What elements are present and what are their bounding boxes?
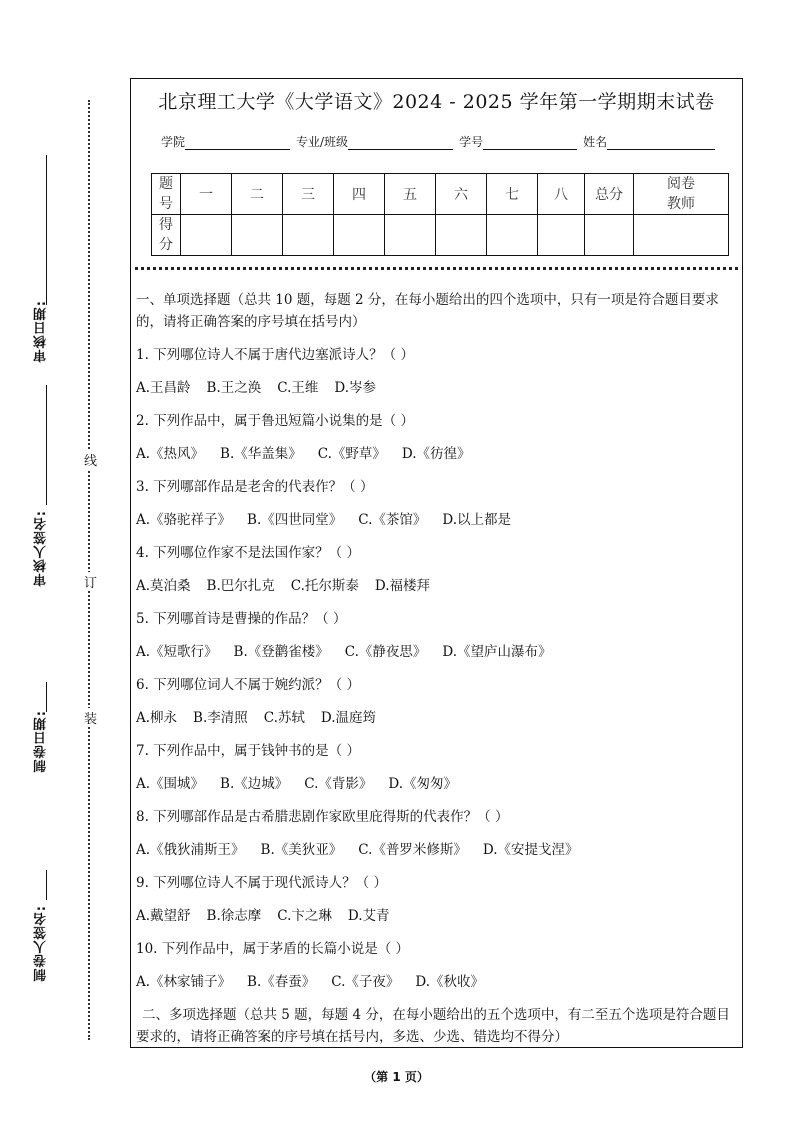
option-choice: B.《春蚕》 [247,974,316,990]
option-choice: B.《四世同堂》 [247,512,343,528]
question-text: 9. 下列哪位诗人不属于现代派诗人？（ ） [136,875,387,891]
score-cell[interactable] [283,215,334,256]
score-cell[interactable] [487,215,538,256]
question-options [136,575,736,597]
paper-maker-signature-label: 制卷人签名: [34,905,49,982]
score-col-5: 五 [385,174,436,215]
binding-margin [0,0,128,1122]
paper-maker-signature-line [46,870,47,900]
paper-date-label: 制卷日期: [34,710,49,773]
question-options [136,839,736,861]
option-choice: A.王昌龄 [136,380,191,396]
score-col-8: 八 [538,174,585,215]
option-choice: A.《围城》 [136,776,205,792]
paper-date-line [46,682,47,712]
option-choice: C.《野草》 [317,446,386,462]
review-date-label: 审核日期: [34,300,49,363]
field-major-blank[interactable] [348,137,453,150]
score-row-label: 得 分 [152,215,181,256]
option-choice: C.《普罗米修斯》 [358,842,467,858]
question-text: 4. 下列哪位作家不是法国作家？（ ） [136,545,360,561]
option-choice: B.《边城》 [220,776,289,792]
question-text: 6. 下列哪位词人不属于婉约派？（ ） [136,677,360,693]
question-text: 2. 下列作品中，属于鲁迅短篇小说集的是（ ） [136,413,414,429]
option-choice: B.《美狄亚》 [260,842,343,858]
option-choice: A.《骆驼祥子》 [136,512,232,528]
option-choice: B.王之涣 [206,380,262,396]
student-info-row [161,133,721,150]
score-col-1: 一 [181,174,232,215]
score-cell[interactable] [538,215,585,256]
exam-title: 北京理工大学《大学语文》2024 - 2025 学年第一学期期末试卷 [158,91,715,113]
question-number-label: 题 号 [152,174,181,215]
field-major-label: 专业/班级 [296,135,349,149]
option-choice: A.莫泊桑 [136,578,191,594]
score-cell[interactable] [232,215,283,256]
score-cell[interactable] [436,215,487,256]
field-college-label: 学院 [161,135,186,149]
option-choice: C.《背影》 [304,776,373,792]
option-choice: B.《华盖集》 [220,446,302,462]
option-choice: D.岑参 [334,380,377,396]
score-col-3: 三 [283,174,334,215]
score-col-grader: 阅卷 教师 [634,174,729,215]
score-col-2: 二 [232,174,283,215]
score-cell[interactable] [634,215,729,256]
binding-dotted-line [88,100,90,1040]
option-choice: C.苏轼 [263,710,305,726]
question-text: 8. 下列哪部作品是古希腊悲剧作家欧里庇得斯的代表作？（ ） [136,809,509,825]
option-choice: B.巴尔扎克 [206,578,275,594]
option-choice: A.《短歌行》 [136,644,218,660]
exam-frame [130,78,743,1048]
score-table-score-row [152,215,729,256]
option-choice: A.戴望舒 [136,908,191,924]
option-choice: D.温庭筠 [320,710,377,726]
score-cell[interactable] [181,215,232,256]
option-choice: D.艾青 [347,908,390,924]
option-choice: D.《匆匆》 [388,776,458,792]
field-name-blank[interactable] [607,137,715,150]
section-1-heading: 一、单项选择题（总共 10 题，每题 2 分，在每小题给出的四个选项中，只有一项是符合题目要求的，请将正确答案的序号填在括号内） [136,292,719,330]
question-options [136,509,736,531]
question-text: 5. 下列哪首诗是曹操的作品？（ ） [136,611,347,627]
option-choice: C.王维 [277,380,319,396]
score-table-header-row [152,174,729,215]
score-cell[interactable] [585,215,634,256]
option-choice: C.《子夜》 [331,974,400,990]
field-college-blank[interactable] [185,137,290,150]
field-name-label: 姓名 [583,135,608,149]
question-options [136,377,736,399]
score-col-6: 六 [436,174,487,215]
exam-content [136,289,736,1048]
option-choice: A.《俄狄浦斯王》 [136,842,245,858]
question-options [136,443,736,465]
option-choice: D.《秋收》 [415,974,485,990]
score-col-7: 七 [487,174,538,215]
option-choice: C.《茶馆》 [358,512,427,528]
option-choice: B.徐志摩 [206,908,262,924]
question-options [136,971,736,993]
option-choice: D.《安提戈涅》 [482,842,579,858]
question-options [136,905,736,927]
score-table [151,173,729,256]
option-choice: C.《静夜思》 [344,644,427,660]
question-text: 7. 下列作品中，属于钱钟书的是（ ） [136,743,360,759]
option-choice: D.福楼拜 [374,578,431,594]
option-choice: D.《彷徨》 [401,446,471,462]
binding-char-zhuang: 装 [84,708,97,727]
page-number: （第 1 页） [364,1070,429,1084]
question-options [136,641,736,663]
option-choice: D.以上都是 [442,512,512,528]
reviewer-signature-line [46,385,47,505]
option-choice: B.李清照 [193,710,248,726]
score-col-4: 四 [334,174,385,215]
question-options [136,773,736,795]
binding-char-xian: 线 [84,450,97,469]
question-text: 10. 下列作品中，属于茅盾的长篇小说是（ ） [136,941,410,957]
field-student-id-label: 学号 [459,135,484,149]
score-cell[interactable] [334,215,385,256]
option-choice: A.《林家铺子》 [136,974,232,990]
question-list [136,344,736,993]
section-2-heading: 二、多项选择题（总共 5 题，每题 4 分，在每小题给出的五个选项中，有二至五个选项是符合题目要求的，请将正确答案的序号填在括号内，多选、少选、错选均不得分） [136,1007,730,1045]
question-text: 3. 下列哪部作品是老舍的代表作？（ ） [136,479,374,495]
score-col-total: 总分 [585,174,634,215]
question-options [136,707,736,729]
option-choice: D.《望庐山瀑布》 [442,644,552,660]
option-choice: C.托尔斯泰 [290,578,359,594]
field-student-id-blank[interactable] [483,137,577,150]
option-choice: B.《登鹳雀楼》 [233,644,329,660]
option-choice: C.卞之琳 [277,908,332,924]
question-text: 1. 下列哪位诗人不属于唐代边塞派诗人？（ ） [136,347,414,363]
binding-char-ding: 订 [84,572,97,591]
option-choice: A.《热风》 [136,446,205,462]
score-cell[interactable] [385,215,436,256]
reviewer-signature-label: 审核人签名: [34,510,49,587]
option-choice: A.柳永 [136,710,178,726]
review-date-line [46,155,47,305]
dotted-separator [135,267,738,270]
